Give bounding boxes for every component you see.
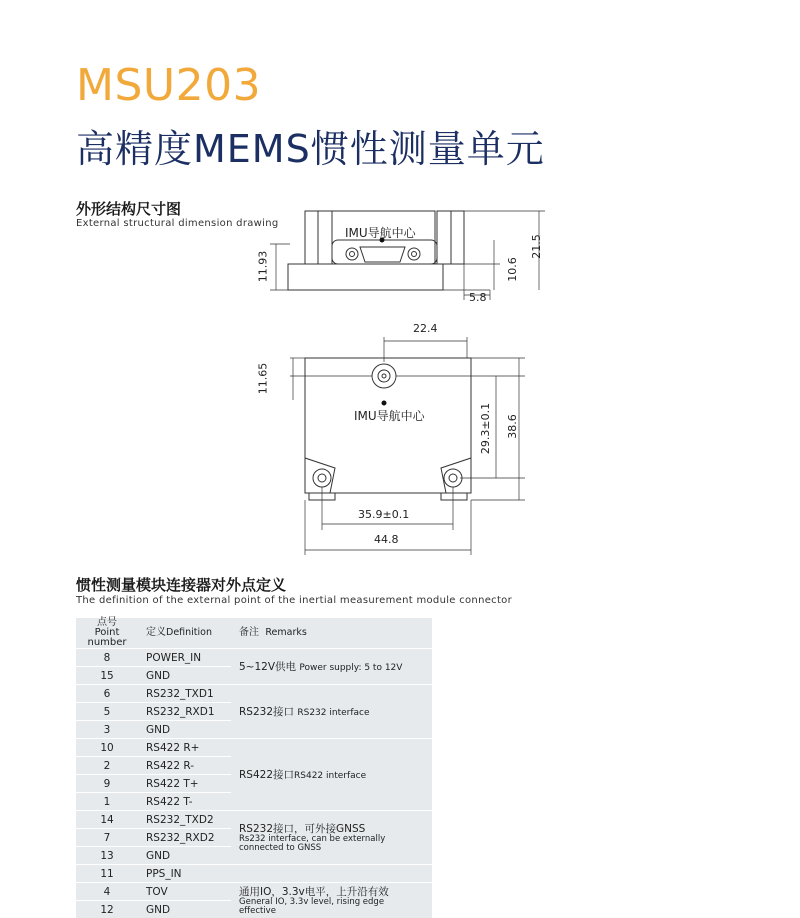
dim-21-5: 21.5 <box>530 234 543 259</box>
table-row <box>76 811 432 829</box>
cell-point: 9 <box>76 775 138 793</box>
db-connector <box>360 247 405 262</box>
cell-definition: GND <box>138 901 231 918</box>
cell-point: 6 <box>76 685 138 703</box>
table-header-row <box>76 618 432 649</box>
imu-center-label-bottom: IMU导航中心 <box>354 407 425 424</box>
header-point-cn: 点号 <box>97 617 117 628</box>
table-row <box>76 649 432 667</box>
dim-11-93: 11.93 <box>256 251 269 283</box>
cell-definition: TOV <box>138 883 231 901</box>
drawing-section-title: 外形结构尺寸图 <box>76 198 181 219</box>
cell-definition: PPS_IN <box>138 865 231 883</box>
cell-remark-rs422 <box>231 739 432 811</box>
table-row <box>76 883 432 901</box>
connector-table <box>76 618 432 918</box>
dim-11-65: 11.65 <box>256 363 269 395</box>
cell-point: 1 <box>76 793 138 811</box>
cell-definition: GND <box>138 847 231 865</box>
remark-gnss-cn: RS232接口，可外接GNSS <box>239 823 432 835</box>
cell-definition: RS422 T- <box>138 793 231 811</box>
header-def-cn: 定义 <box>146 627 166 638</box>
header-remarks <box>231 618 432 649</box>
remark-rs232-cn: RS232接口 <box>239 706 294 718</box>
top-pin <box>372 364 396 388</box>
side-view-body <box>288 264 443 290</box>
header-point-en: Point number <box>87 627 126 648</box>
remark-rs422-en: RS422 interface <box>294 771 366 781</box>
header-point <box>76 618 138 649</box>
table-row <box>76 739 432 757</box>
dim-44-8: 44.8 <box>374 533 399 546</box>
header-remark-cn: 备注 <box>239 627 259 638</box>
cell-point: 4 <box>76 883 138 901</box>
cell-definition: GND <box>138 667 231 685</box>
cell-point: 8 <box>76 649 138 667</box>
cell-point: 12 <box>76 901 138 918</box>
cell-point: 7 <box>76 829 138 847</box>
cell-remark-rs232 <box>231 685 432 739</box>
header-remark-en: Remarks <box>265 627 306 638</box>
table-row <box>76 865 432 883</box>
dim-38-6: 38.6 <box>506 414 519 439</box>
cell-remark-gnss <box>231 811 432 865</box>
top-imu-center-dot <box>382 401 387 406</box>
dim-22-4: 22.4 <box>413 322 438 335</box>
table-row <box>76 685 432 703</box>
cell-point: 2 <box>76 757 138 775</box>
cell-definition: RS422 T+ <box>138 775 231 793</box>
header-definition <box>138 618 231 649</box>
cell-point: 3 <box>76 721 138 739</box>
dim-35-9: 35.9±0.1 <box>358 508 409 521</box>
cell-point: 14 <box>76 811 138 829</box>
cell-definition: POWER_IN <box>138 649 231 667</box>
imu-center-label-top: IMU导航中心 <box>345 224 416 241</box>
dim-29-3: 29.3±0.1 <box>479 403 492 454</box>
header-def-en: Definition <box>166 627 212 638</box>
cell-remark-io <box>231 883 432 918</box>
remark-power-cn: 5~12V供电 <box>239 661 296 673</box>
remark-io-cn: 通用IO，3.3v电平，上升沿有效 <box>239 886 432 898</box>
cell-point: 5 <box>76 703 138 721</box>
connector-section-title: 惯性测量模块连接器对外点定义 <box>76 574 286 595</box>
cell-remark-empty <box>231 865 432 883</box>
cell-point: 15 <box>76 667 138 685</box>
product-model: MSU203 <box>76 60 261 112</box>
dim-5-8: 5.8 <box>469 291 487 304</box>
drawing-section-subtitle: External structural dimension drawing <box>76 218 279 229</box>
cell-definition: RS232_TXD1 <box>138 685 231 703</box>
remark-io-en: General IO, 3.3v level, rising edge effective <box>239 898 389 916</box>
cell-definition: RS232_RXD1 <box>138 703 231 721</box>
dim-10-6: 10.6 <box>506 257 519 282</box>
remark-power-en: Power supply: 5 to 12V <box>299 663 402 673</box>
product-title: 高精度MEMS惯性测量单元 <box>76 124 545 174</box>
cell-point: 11 <box>76 865 138 883</box>
cell-point: 10 <box>76 739 138 757</box>
remark-gnss-en: Rs232 interface, can be externally connected to GNSS <box>239 835 389 853</box>
cell-definition: RS232_RXD2 <box>138 829 231 847</box>
cell-point: 13 <box>76 847 138 865</box>
connector-section-subtitle: The definition of the external point of the inertial measurement module connector <box>76 595 512 606</box>
cell-definition: RS232_TXD2 <box>138 811 231 829</box>
cell-definition: RS422 R- <box>138 757 231 775</box>
cell-remark-power <box>231 649 432 685</box>
cell-definition: RS422 R+ <box>138 739 231 757</box>
remark-rs232-en: RS232 interface <box>297 708 369 718</box>
remark-rs422-cn: RS422接口 <box>239 769 294 781</box>
cell-definition: GND <box>138 721 231 739</box>
